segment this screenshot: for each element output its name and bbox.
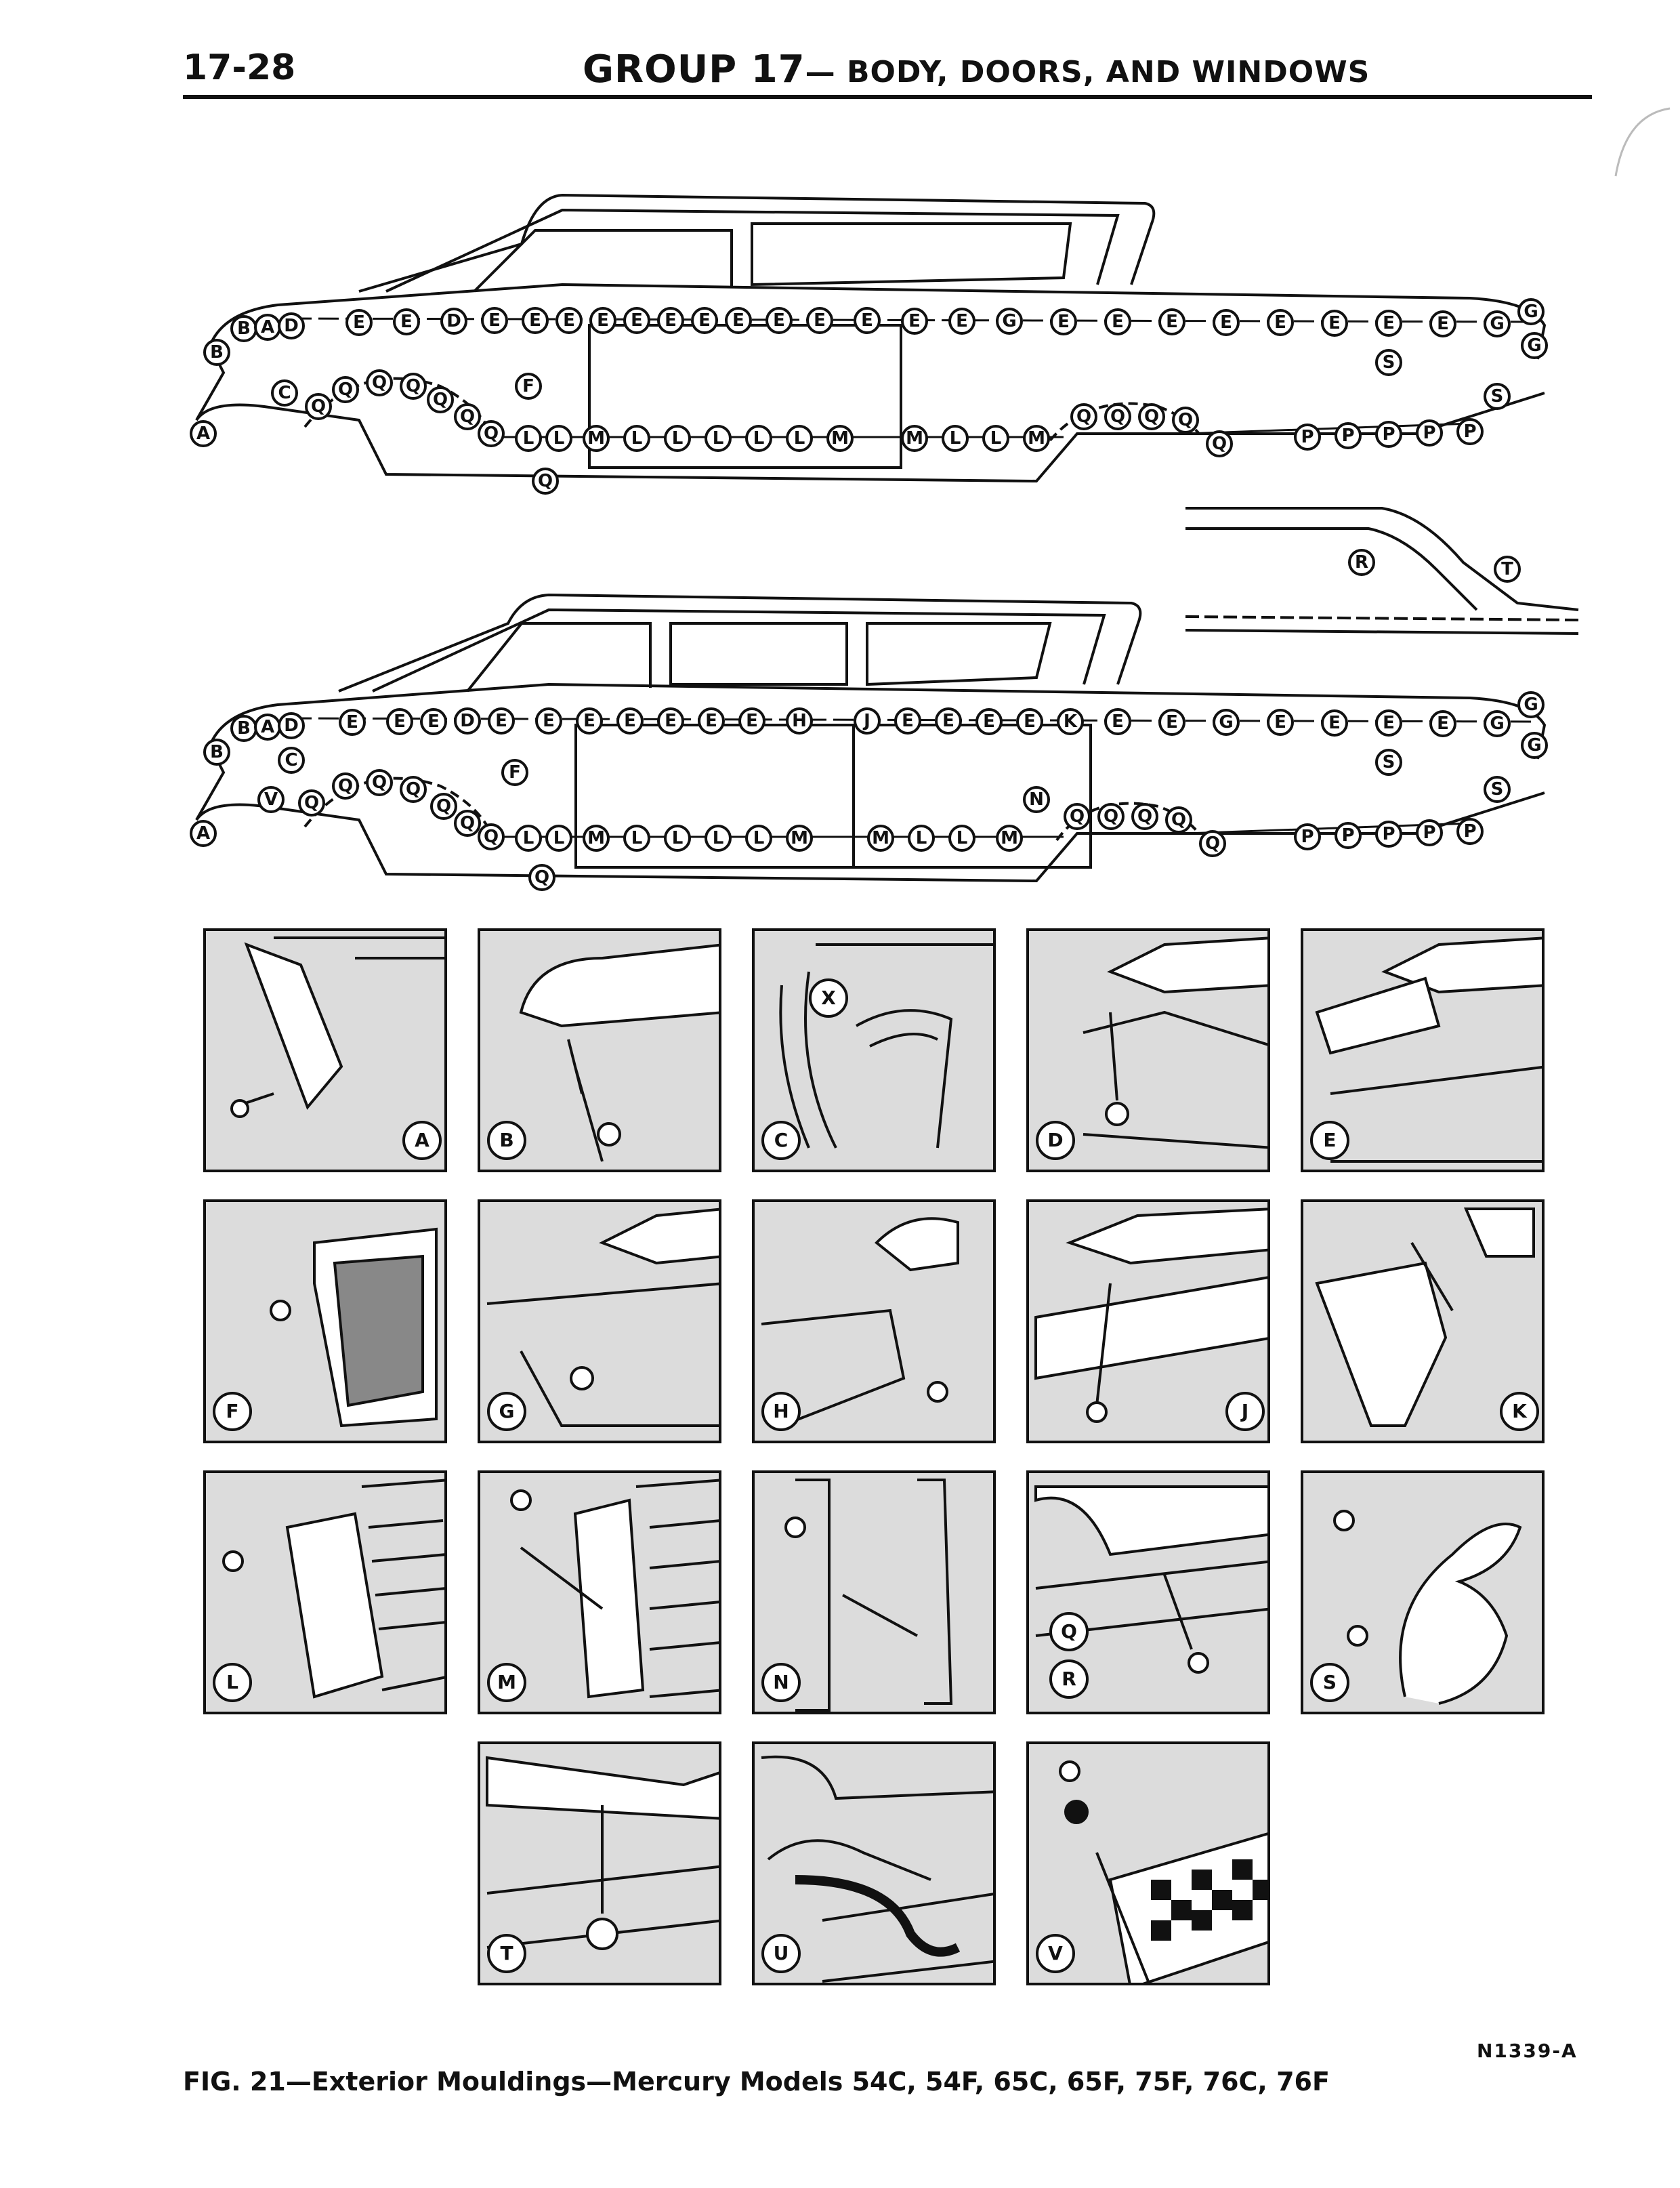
detail-label-c: C [761, 1121, 801, 1160]
svg-text:P: P [1341, 825, 1355, 846]
svg-text:Q: Q [1076, 407, 1092, 427]
detail-panel-e [1301, 928, 1545, 1172]
svg-text:B: B [210, 342, 224, 363]
top-callouts [191, 300, 1547, 493]
svg-text:L: L [753, 828, 765, 848]
svg-text:E: E [1328, 713, 1341, 733]
detail-panel-v [1026, 1741, 1270, 1985]
detail-panel-t [478, 1741, 721, 1985]
svg-text:P: P [1423, 423, 1436, 443]
svg-text:G: G [1524, 695, 1538, 715]
svg-text:Q: Q [483, 827, 499, 847]
svg-text:P: P [1301, 427, 1314, 447]
svg-text:F: F [522, 376, 534, 396]
svg-text:E: E [956, 311, 968, 331]
svg-text:E: E [732, 310, 744, 331]
svg-text:D: D [284, 716, 299, 736]
detail-label-l: L [213, 1663, 252, 1702]
svg-text:E: E [1024, 711, 1036, 732]
svg-text:B: B [210, 742, 224, 762]
svg-text:L: L [753, 428, 765, 449]
svg-text:M: M [1001, 828, 1018, 848]
svg-text:Q: Q [1211, 434, 1227, 454]
svg-text:E: E [1274, 312, 1286, 333]
detail-panel-c [752, 928, 996, 1172]
svg-text:S: S [1382, 352, 1395, 373]
top-car-diagram [183, 183, 1592, 508]
detail-panel-a [203, 928, 447, 1172]
svg-text:P: P [1463, 821, 1477, 842]
svg-text:Q: Q [459, 407, 476, 427]
svg-text:L: L [522, 428, 534, 449]
detail-panel-q-r [1026, 1470, 1270, 1714]
svg-text:M: M [831, 428, 849, 449]
detail-label-u: U [761, 1934, 801, 1973]
svg-text:R: R [1354, 552, 1369, 573]
svg-text:P: P [1341, 426, 1355, 446]
svg-text:E: E [1166, 712, 1178, 732]
detail-label-j: J [1225, 1392, 1265, 1431]
svg-text:E: E [814, 310, 826, 331]
svg-text:G: G [1527, 735, 1542, 756]
svg-text:E: E [495, 711, 507, 731]
svg-text:A: A [196, 823, 211, 844]
svg-text:E: E [427, 711, 440, 732]
svg-text:E: E [665, 711, 677, 731]
svg-text:Q: Q [371, 373, 387, 393]
svg-text:E: E [624, 711, 636, 731]
figure-caption: FIG. 21—Exterior Mouldings—Mercury Models 54C, 54F, 65C, 65F, 75F, 76C, 76F [183, 2067, 1330, 2097]
svg-text:H: H [792, 711, 807, 731]
page-header [183, 41, 1592, 102]
svg-text:Q: Q [337, 379, 354, 400]
svg-text:E: E [1437, 314, 1449, 334]
svg-text:K: K [1063, 711, 1078, 732]
detail-marker-x: X [809, 978, 848, 1018]
svg-text:Q: Q [405, 779, 421, 800]
svg-text:E: E [1166, 312, 1178, 332]
detail-panel-m [478, 1470, 721, 1714]
svg-text:A: A [196, 424, 211, 444]
svg-text:S: S [1490, 386, 1504, 407]
svg-text:S: S [1490, 779, 1504, 800]
svg-text:E: E [773, 310, 785, 331]
svg-text:E: E [1112, 711, 1124, 732]
svg-text:Q: Q [432, 390, 448, 410]
svg-text:E: E [665, 310, 677, 331]
svg-text:B: B [237, 718, 251, 739]
detail-label-r: R [1049, 1659, 1089, 1699]
svg-text:E: E [631, 310, 643, 331]
detail-marker-q: Q [1049, 1612, 1089, 1651]
detail-panel-j [1026, 1199, 1270, 1443]
svg-text:E: E [942, 711, 954, 731]
svg-text:L: L [631, 828, 643, 848]
svg-text:E: E [394, 711, 406, 732]
svg-text:L: L [956, 828, 968, 848]
svg-text:E: E [902, 711, 914, 731]
detail-panel-h [752, 1199, 996, 1443]
svg-text:E: E [1057, 312, 1070, 332]
svg-text:E: E [583, 711, 595, 731]
margin-arc [1612, 102, 1673, 183]
svg-text:Q: Q [1110, 407, 1126, 427]
svg-text:A: A [260, 717, 275, 737]
detail-panel-f [203, 1199, 447, 1443]
svg-text:E: E [1274, 712, 1286, 732]
svg-text:L: L [631, 428, 643, 449]
svg-text:L: L [553, 828, 565, 848]
detail-label-b: B [487, 1121, 526, 1160]
svg-text:E: E [1383, 313, 1395, 333]
svg-text:L: L [915, 828, 927, 848]
detail-label-s: S [1310, 1663, 1349, 1702]
svg-text:E: E [983, 711, 995, 732]
svg-text:Q: Q [337, 776, 354, 796]
svg-text:S: S [1382, 752, 1395, 772]
svg-text:Q: Q [1103, 806, 1119, 827]
svg-text:G: G [1527, 335, 1542, 356]
svg-text:G: G [1219, 712, 1234, 732]
svg-text:L: L [712, 428, 724, 449]
detail-label-g: G [487, 1392, 526, 1431]
svg-text:L: L [990, 428, 1002, 449]
svg-text:A: A [260, 317, 275, 337]
svg-text:Q: Q [405, 376, 421, 396]
svg-text:E: E [400, 312, 413, 332]
detail-panel-d [1026, 928, 1270, 1172]
svg-text:D: D [284, 316, 299, 336]
svg-text:Q: Q [1171, 810, 1187, 830]
svg-text:L: L [949, 428, 961, 449]
svg-text:L: L [712, 828, 724, 848]
svg-text:G: G [1490, 714, 1505, 734]
svg-text:L: L [671, 428, 684, 449]
svg-text:D: D [460, 711, 475, 731]
detail-panel-k [1301, 1199, 1545, 1443]
svg-text:E: E [563, 310, 575, 331]
detail-label-e: E [1310, 1121, 1349, 1160]
svg-text:E: E [1112, 312, 1124, 332]
detail-panel-n [752, 1470, 996, 1714]
svg-text:L: L [671, 828, 684, 848]
detail-panel-g [478, 1199, 721, 1443]
svg-text:C: C [278, 383, 291, 403]
svg-text:Q: Q [1204, 833, 1221, 854]
figure-code: N1339-A [1477, 2040, 1578, 2062]
svg-text:Q: Q [1137, 806, 1153, 827]
svg-text:E: E [705, 711, 717, 731]
svg-text:E: E [543, 711, 555, 731]
svg-text:M: M [872, 828, 889, 848]
svg-text:M: M [587, 428, 605, 449]
svg-text:E: E [1437, 714, 1449, 734]
detail-panel-u [752, 1741, 996, 1985]
svg-text:P: P [1463, 421, 1477, 442]
svg-text:E: E [597, 310, 609, 331]
svg-text:T: T [1501, 559, 1513, 579]
svg-text:M: M [1028, 428, 1045, 449]
svg-text:Q: Q [436, 796, 452, 817]
svg-text:Q: Q [1069, 806, 1085, 827]
header-rule [183, 95, 1592, 99]
svg-text:Q: Q [537, 471, 553, 491]
detail-label-m: M [487, 1663, 526, 1702]
svg-text:Q: Q [1177, 410, 1194, 430]
svg-text:L: L [522, 828, 534, 848]
svg-text:E: E [698, 310, 711, 331]
bottom-car-diagram [183, 583, 1592, 908]
svg-text:E: E [1220, 312, 1232, 333]
group-title [583, 47, 1370, 91]
svg-text:E: E [1383, 713, 1395, 733]
detail-label-h: H [761, 1392, 801, 1431]
svg-text:P: P [1382, 424, 1395, 445]
svg-text:V: V [264, 789, 278, 810]
detail-label-t: T [487, 1934, 526, 1973]
svg-text:L: L [553, 428, 565, 449]
svg-text:Q: Q [483, 424, 499, 444]
svg-text:Q: Q [310, 396, 327, 417]
svg-text:Q: Q [1143, 407, 1160, 427]
svg-text:D: D [446, 311, 461, 331]
detail-label-n: N [761, 1663, 801, 1702]
svg-text:Q: Q [303, 793, 320, 813]
detail-label-f: F [213, 1392, 252, 1431]
svg-text:M: M [587, 828, 605, 848]
svg-text:P: P [1382, 824, 1395, 844]
svg-text:G: G [1002, 311, 1017, 331]
svg-text:G: G [1524, 302, 1538, 322]
svg-text:P: P [1301, 827, 1314, 847]
svg-text:Q: Q [534, 867, 550, 888]
svg-text:P: P [1423, 823, 1436, 843]
svg-text:E: E [529, 310, 541, 331]
detail-panel-b [478, 928, 721, 1172]
svg-text:M: M [906, 428, 923, 449]
detail-panel-s [1301, 1470, 1545, 1714]
svg-text:N: N [1029, 789, 1044, 810]
svg-text:G: G [1490, 314, 1505, 334]
svg-text:E: E [746, 711, 758, 731]
detail-label-v: V [1036, 1934, 1075, 1973]
svg-text:E: E [346, 712, 358, 732]
svg-text:J: J [864, 711, 870, 731]
svg-text:Q: Q [371, 772, 387, 793]
detail-panel-l [203, 1470, 447, 1714]
svg-text:E: E [908, 311, 921, 331]
svg-text:E: E [488, 310, 501, 331]
svg-text:E: E [353, 312, 365, 333]
svg-text:Q: Q [459, 813, 476, 833]
detail-label-k: K [1500, 1392, 1539, 1431]
svg-text:B: B [237, 318, 251, 339]
svg-text:L: L [793, 428, 805, 449]
group-subtitle: — BODY, DOORS, AND WINDOWS [805, 55, 1370, 89]
svg-text:C: C [285, 750, 298, 770]
svg-text:M: M [791, 828, 808, 848]
svg-text:F: F [509, 762, 521, 783]
group-label: GROUP 17 [583, 47, 805, 91]
detail-label-a: A [402, 1121, 442, 1160]
svg-text:E: E [1328, 313, 1341, 333]
detail-label-d: D [1036, 1121, 1075, 1160]
svg-text:E: E [861, 310, 873, 331]
page-number: 17-28 [183, 47, 296, 88]
